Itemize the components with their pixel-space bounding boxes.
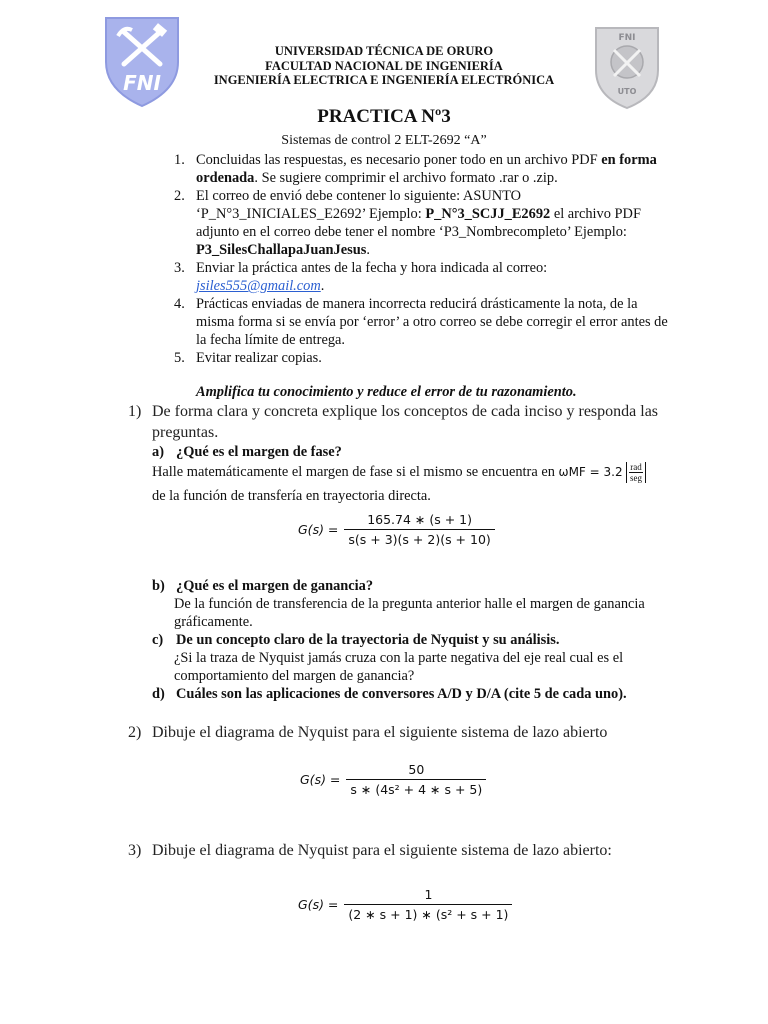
logo-left-label: FNI: [123, 71, 161, 95]
subquestion-text: De la función de transferencia de la pregunta anterior halle el margen de ganancia gráficamente.: [174, 596, 645, 630]
question-1a: [152, 443, 672, 461]
formula-2: [300, 762, 486, 797]
subquestion-title: De un concepto claro de la trayectoria de Nyquist y su análisis.: [176, 632, 560, 648]
subquestion-title: ¿Qué es el margen de fase?: [176, 444, 342, 460]
header-line-university: UNIVERSIDAD TÉCNICA DE ORURO: [274, 44, 494, 58]
subquestion-label: c): [152, 632, 164, 648]
formula-lhs: G(s) =: [298, 897, 339, 912]
instruction-text: .: [366, 242, 370, 258]
instruction-number: 2.: [174, 188, 185, 204]
question-number: 2): [128, 724, 142, 741]
question-2: [128, 722, 668, 743]
formula-numerator: 165.74 ∗ (s + 1): [367, 512, 472, 527]
motto: Amplifica tu conocimiento y reduce el error de tu razonamiento.: [196, 384, 577, 400]
formula-fraction: [344, 887, 512, 922]
instruction-number: 5.: [174, 350, 185, 366]
instruction-number: 4.: [174, 296, 185, 312]
formula-denominator: s(s + 3)(s + 2)(s + 10): [344, 529, 494, 547]
instruction-item: [174, 349, 674, 367]
question-text: Dibuje el diagrama de Nyquist para el siguiente sistema de lazo abierto: [152, 724, 608, 741]
instruction-emphasis: P_N°3_SCJJ_E2692: [425, 206, 551, 222]
instruction-text: .: [320, 278, 325, 294]
instruction-text: El correo de envió debe contener lo siguiente: ASUNTO ‘P_N°3_INICIALES_E2692’ Ejemplo:: [196, 188, 522, 222]
logo-right-bottom-label: UTO: [617, 87, 637, 96]
instruction-emphasis: en forma ordenada: [196, 152, 657, 186]
instructions-list: [174, 151, 674, 367]
email-link[interactable]: jsiles555@gmail.com: [196, 278, 321, 294]
question-number: 3): [128, 842, 142, 859]
logo-right-top-label: FNI: [618, 33, 636, 43]
formula-1: [298, 512, 495, 547]
instruction-number: 1.: [174, 152, 185, 168]
instruction-item: [174, 187, 674, 259]
question-1a-body-2: de la función de transfería en trayectoria directa.: [152, 488, 431, 504]
question-1: [128, 401, 668, 443]
question-3: [128, 840, 668, 861]
formula-denominator: (2 ∗ s + 1) ∗ (s² + s + 1): [344, 904, 512, 922]
subquestion-label: a): [152, 444, 164, 460]
header-line-career: INGENIERÍA ELECTRICA E INGENIERÍA ELECTRÓNICA: [213, 73, 555, 87]
formula-3: [298, 887, 512, 922]
subquestion-title: Cuáles son las aplicaciones de conversores A/D y D/A (cite 5 de cada uno).: [176, 686, 627, 702]
subquestion-text: Halle matemáticamente el margen de fase si el mismo se encuentra en: [152, 463, 559, 480]
formula-numerator: 1: [424, 887, 433, 902]
subquestion-label: d): [152, 686, 165, 702]
institution-header: [0, 44, 768, 88]
formula-fraction: [346, 762, 486, 797]
question-number: 1): [128, 403, 142, 420]
subquestion-title: ¿Qué es el margen de ganancia?: [176, 578, 374, 594]
document-title: PRACTICA Nº3: [317, 106, 451, 127]
instruction-text: Concluidas las respuestas, es necesario poner todo en un archivo PDF: [196, 152, 602, 168]
question-text: De forma clara y concreta explique los conceptos de cada inciso y responda las preguntas.: [152, 403, 659, 441]
subquestion-text: ¿Si la traza de Nyquist jamás cruza con la parte negativa del eje real cual es el comportamiento del margen de ganancia?: [174, 650, 624, 684]
unit-fraction: [626, 462, 646, 483]
formula-fraction: [344, 512, 494, 547]
instruction-text: el archivo PDF adjunto en el correo debe tener el nombre ‘P3_Nombrecompleto’ Ejemplo:: [196, 206, 641, 240]
instruction-emphasis: P3_SilesChallapaJuanJesus: [196, 242, 367, 258]
question-1b: [152, 577, 672, 631]
question-1a-body: [152, 462, 672, 483]
instruction-text: Enviar la práctica antes de la fecha y hora indicada al correo:: [196, 260, 548, 276]
question-1c: [152, 631, 672, 685]
instruction-text: . Se sugiere comprimir el archivo formato .rar o .zip.: [254, 170, 558, 186]
formula-numerator: 50: [408, 762, 425, 777]
instruction-text: Prácticas enviadas de manera incorrecta reducirá drásticamente la nota, de la misma forma si se envía por ‘error’ a otro correo se debe corregir el error antes de la fecha límite de entrega.: [196, 296, 668, 348]
question-1d: [152, 685, 672, 703]
instruction-number: 3.: [174, 260, 185, 276]
unit-denominator: seg: [629, 473, 642, 483]
subquestion-label: b): [152, 578, 165, 594]
formula-denominator: s ∗ (4s² + 4 ∗ s + 5): [346, 779, 486, 797]
formula-lhs: G(s) =: [298, 522, 339, 537]
formula-lhs: G(s) =: [300, 772, 341, 787]
omega-symbol: ωMF = 3.2: [558, 464, 623, 479]
header-line-faculty: FACULTAD NACIONAL DE INGENIERÍA: [265, 58, 503, 73]
document-subtitle: Sistemas de control 2 ELT-2692 “A”: [281, 133, 487, 148]
instruction-text: Evitar realizar copias.: [196, 350, 322, 366]
instruction-item: [174, 259, 674, 295]
instruction-item: [174, 151, 674, 187]
instruction-item: [174, 295, 674, 349]
question-text: Dibuje el diagrama de Nyquist para el siguiente sistema de lazo abierto:: [152, 842, 612, 859]
unit-numerator: rad: [630, 462, 642, 472]
